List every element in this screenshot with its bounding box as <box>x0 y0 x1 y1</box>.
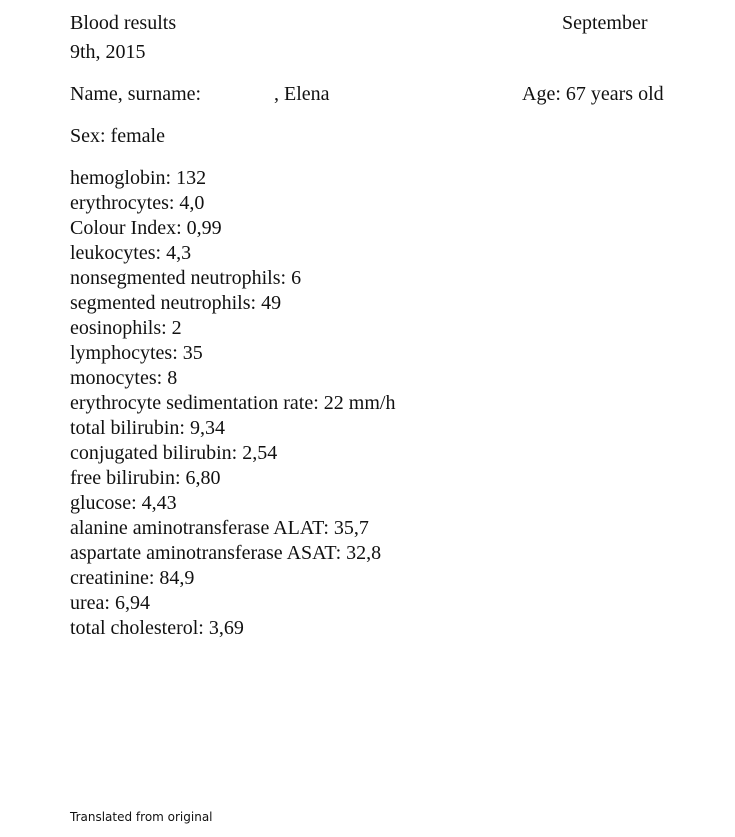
result-monocytes: monocytes: 8 <box>70 367 178 389</box>
result-segmented-neutrophils: segmented neutrophils: 49 <box>70 292 282 314</box>
name-label: Name, surname: <box>70 83 202 105</box>
result-free-bilirubin: free bilirubin: 6,80 <box>70 467 221 489</box>
result-colour-index: Colour Index: 0,99 <box>70 217 222 239</box>
translation-note: Translated from original <box>70 810 213 824</box>
results-list <box>70 168 395 643</box>
result-leukocytes: leukocytes: 4,3 <box>70 242 192 264</box>
result-lymphocytes: lymphocytes: 35 <box>70 342 203 364</box>
result-erythrocytes: erythrocytes: 4,0 <box>70 192 205 214</box>
result-hemoglobin: hemoglobin: 132 <box>70 167 207 189</box>
result-glucose: glucose: 4,43 <box>70 492 177 514</box>
sex-field: Sex: female <box>70 125 165 147</box>
date-day-year: 9th, 2015 <box>70 41 146 63</box>
result-conjugated-bilirubin: conjugated bilirubin: 2,54 <box>70 442 278 464</box>
document-title: Blood results <box>70 12 177 34</box>
result-alat: alanine aminotransferase ALAT: 35,7 <box>70 517 369 539</box>
result-total-bilirubin: total bilirubin: 9,34 <box>70 417 225 439</box>
result-urea: urea: 6,94 <box>70 592 150 614</box>
name-value: , Elena <box>274 83 330 105</box>
result-creatinine: creatinine: 84,9 <box>70 567 195 589</box>
result-nonsegmented-neutrophils: nonsegmented neutrophils: 6 <box>70 267 302 289</box>
age-field: Age: 67 years old <box>522 83 664 105</box>
date-month: September <box>562 12 648 34</box>
result-esr: erythrocyte sedimentation rate: 22 mm/h <box>70 392 396 414</box>
result-total-cholesterol: total cholesterol: 3,69 <box>70 617 244 639</box>
result-eosinophils: eosinophils: 2 <box>70 317 182 339</box>
result-asat: aspartate aminotransferase ASAT: 32,8 <box>70 542 382 564</box>
